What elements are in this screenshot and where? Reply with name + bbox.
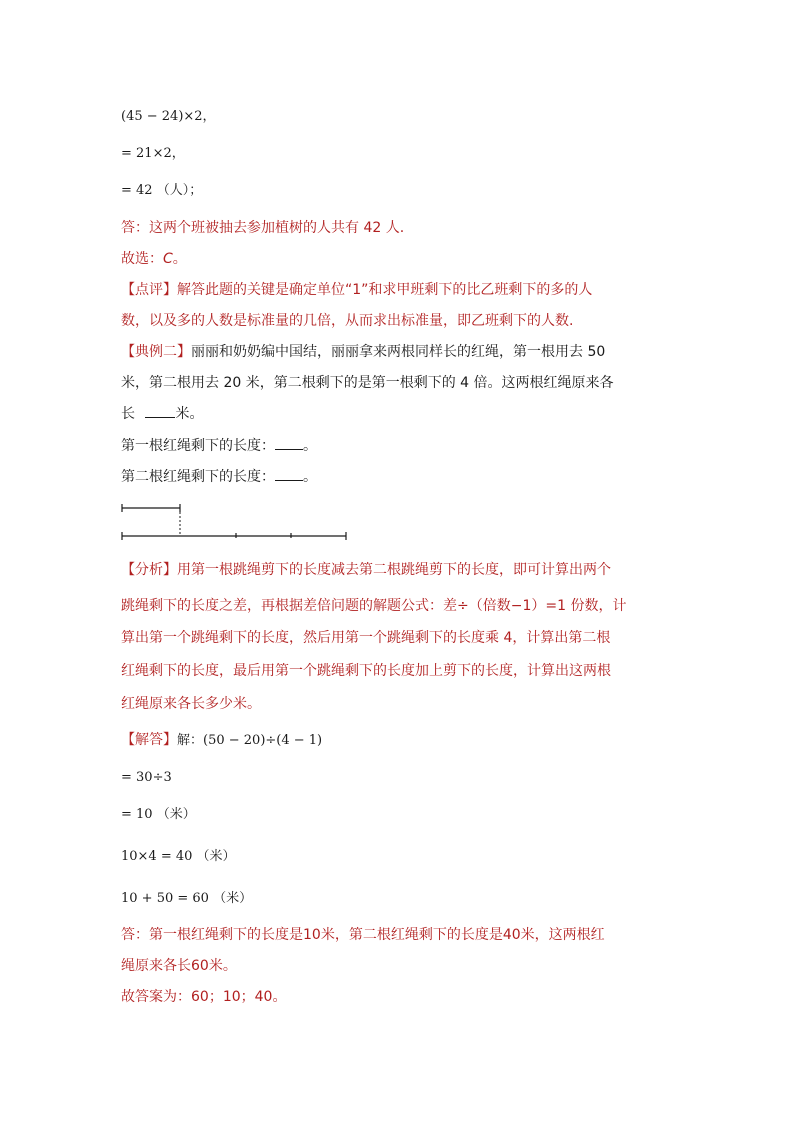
comment-text-1: 解答此题的关键是确定单位“1”和求甲班剩下的比乙班剩下的多的人 <box>177 282 593 298</box>
comment-tag: 【点评】 <box>121 282 177 298</box>
question-2-end: 。 <box>303 469 317 485</box>
answer-2-d: 绳原来各长 <box>121 958 191 974</box>
analysis-line-1 <box>121 561 611 579</box>
question-1-label: 第一根红绳剩下的长度： <box>121 438 275 454</box>
solution-step-3: 10×4 = 40 （米） <box>121 849 236 864</box>
example-line-1 <box>121 343 605 361</box>
answer-1 <box>121 219 404 237</box>
answer-2-b: 米，第二根红绳剩下的长度是 <box>320 927 503 943</box>
calc1-line-2: = 21×2， <box>121 146 185 161</box>
analysis-line-3: 算出第一个跳绳剩下的长度，然后用第一个跳绳剩下的长度乘 4，计算出第二根 <box>121 630 611 646</box>
choice-suffix: 。 <box>172 251 187 267</box>
analysis-line-4: 红绳剩下的长度，最后用第一个跳绳剩下的长度加上剪下的长度，计算出这两根 <box>121 663 611 679</box>
choice-value: C <box>163 251 173 267</box>
first-rope-segment <box>122 504 180 512</box>
example-text-3-suffix: 米。 <box>175 406 204 422</box>
answer-2-line-2 <box>121 957 237 975</box>
answer-blank <box>145 405 175 418</box>
question-1 <box>121 437 317 455</box>
question-1-blank <box>275 437 303 450</box>
answer-1-value: 42 <box>363 220 382 236</box>
answer-1-prefix: 答：这两个班被抽去参加植树的人共有 <box>121 220 359 236</box>
answer-2-line-1 <box>121 926 605 944</box>
analysis-tag: 【分析】 <box>121 562 177 578</box>
second-rope-segment <box>122 532 346 540</box>
solution-step-4: 10 + 50 = 60 （米） <box>121 891 253 906</box>
analysis-line-2: 跳绳剩下的长度之差，再根据差倍问题的解题公式：差÷（倍数−1）=1 份数，计 <box>121 598 627 614</box>
solution-intro-text: 解：(50 − 20)÷(4 − 1) <box>177 733 323 748</box>
solution-step-2: = 10 （米） <box>121 807 196 822</box>
calc1-line-3: = 42 （人）； <box>121 183 203 198</box>
question-2-blank <box>275 468 303 481</box>
example-text-3: 长 <box>121 406 135 422</box>
answer-2-a: 答：第一根红绳剩下的长度是 <box>121 927 303 943</box>
solution-intro <box>121 731 322 750</box>
choice-prefix: 故选： <box>121 251 163 267</box>
comment-line-1 <box>121 281 592 299</box>
analysis-line-5: 红绳原来各长多少米。 <box>121 696 261 712</box>
question-2-label: 第二根红绳剩下的长度： <box>121 469 275 485</box>
answer-1-suffix: 人. <box>385 220 405 236</box>
solution-tag: 【解答】 <box>121 732 177 748</box>
question-1-end: 。 <box>303 438 317 454</box>
example-text-1: 丽丽和奶奶编中国结，丽丽拿来两根同样长的红绳，第一根用去 50 <box>191 344 606 360</box>
example-line-3 <box>121 405 203 423</box>
line-segment-diagram <box>118 500 350 544</box>
example-line-2: 米，第二根用去 20 米，第二根剩下的是第一根剩下的 4 倍。这两根红绳原来各 <box>121 375 614 391</box>
answer-2-c: 米，这两根红 <box>520 927 605 943</box>
analysis-text-1: 用第一根跳绳剪下的长度减去第二根跳绳剪下的长度，即可计算出两个 <box>177 562 611 578</box>
answer-2-v3: 60 <box>191 958 209 974</box>
calc1-line-1: (45 − 24)×2， <box>121 109 216 124</box>
choice-line <box>121 250 187 268</box>
answer-2-v2: 40 <box>502 927 521 943</box>
solution-step-1: = 30÷3 <box>121 770 172 785</box>
answer-2-v1: 10 <box>303 927 321 943</box>
answer-2-e: 米。 <box>208 958 237 974</box>
question-2 <box>121 468 317 486</box>
final-answer: 故答案为：60；10；40。 <box>121 989 287 1005</box>
example-tag: 【典例二】 <box>121 344 191 360</box>
comment-line-2: 数，以及多的人数是标准量的几倍，从而求出标准量，即乙班剩下的人数. <box>121 313 574 329</box>
